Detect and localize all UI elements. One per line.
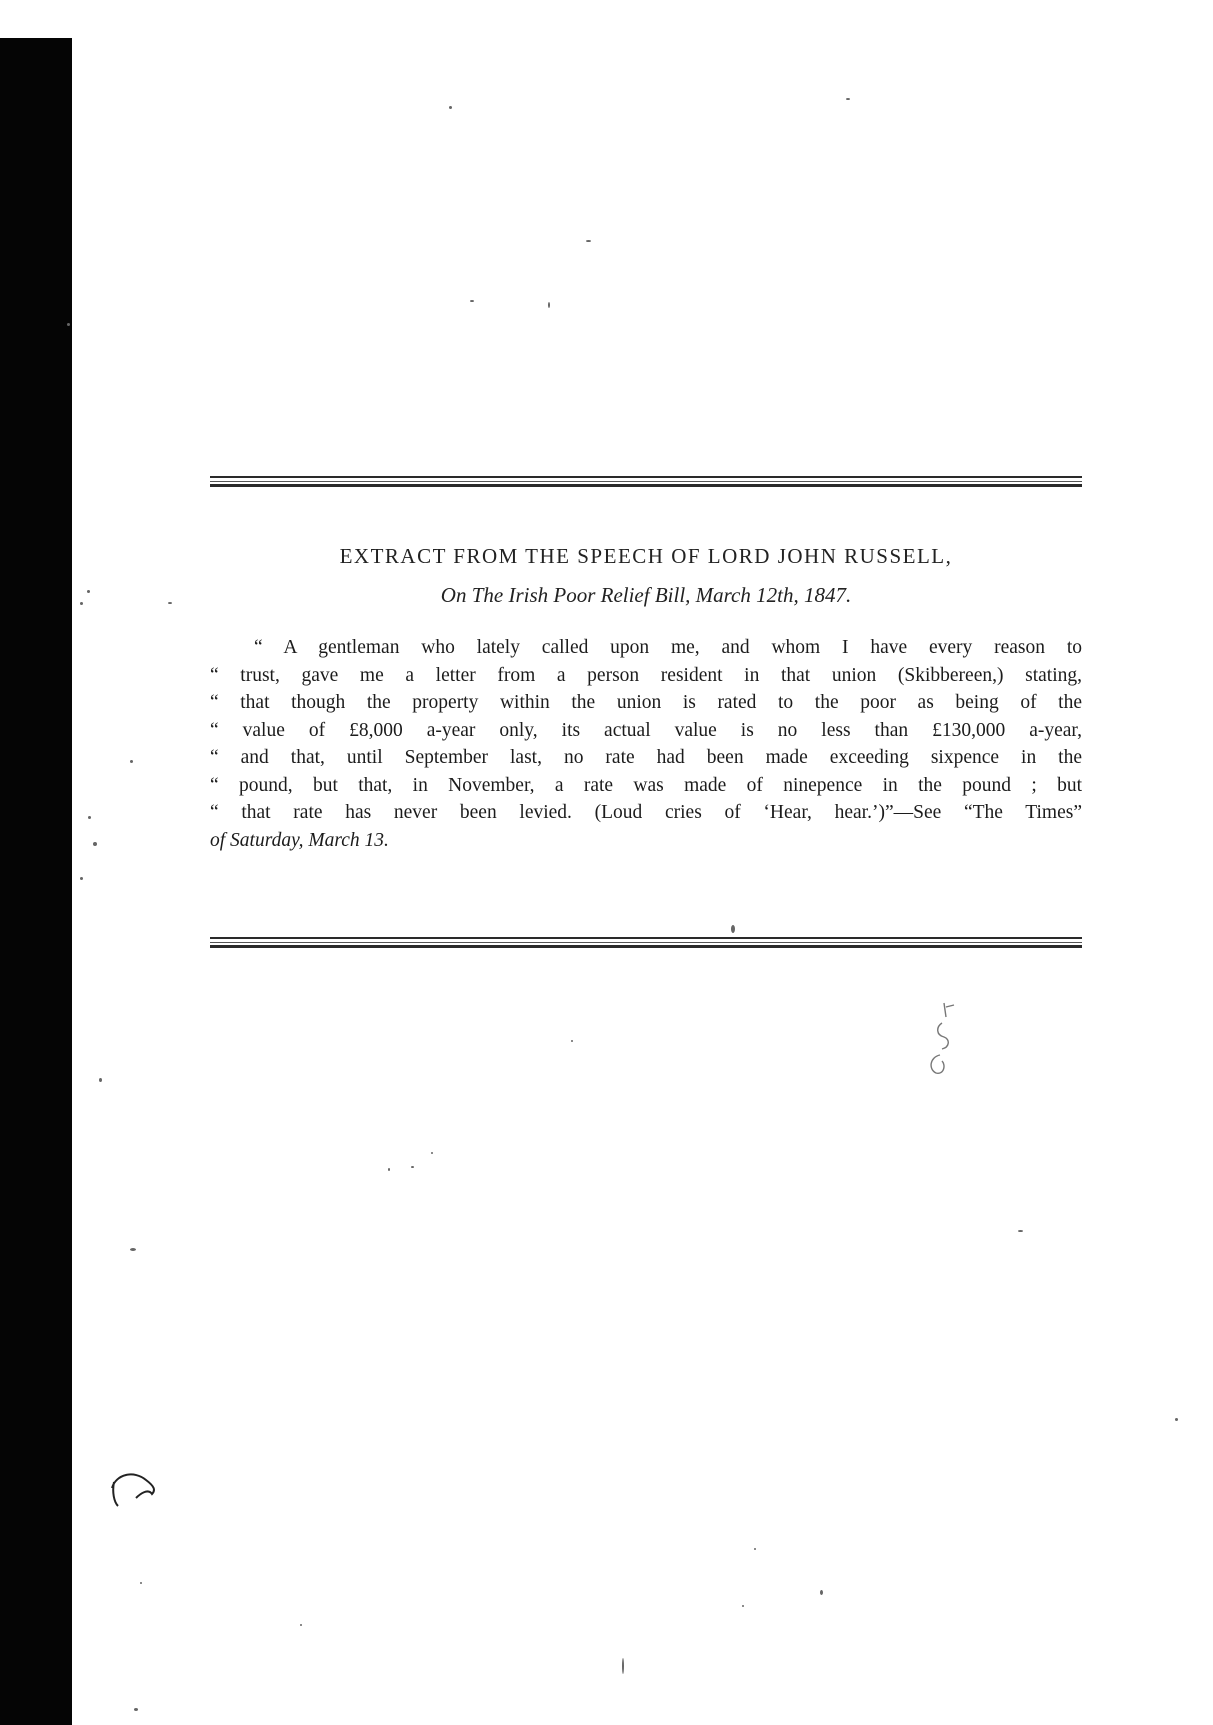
document-subheading: On The Irish Poor Relief Bill, March 12th, 1847. [440, 583, 852, 607]
quote-line: “ that rate has never been levied. (Loud cries of ‘Hear, hear.’)”—See “The Times” [210, 802, 1082, 823]
document-heading: EXTRACT FROM THE SPEECH OF LORD JOHN RUSSELL, [339, 544, 953, 568]
quote-line: “ and that, until September last, no rate had been made exceeding sixpence in the [210, 747, 1082, 768]
citation-line: of Saturday, March 13. [210, 829, 389, 851]
pencil-mark [922, 995, 962, 1085]
top-double-rule [210, 476, 1082, 488]
quote-line: “ value of £8,000 a-year only, its actual value is no less than £130,000 a-year, [210, 719, 1082, 741]
quote-line: “ trust, gave me a letter from a person resident in that union (Skibbereen,) stating, [210, 664, 1082, 686]
quote-line: “ A gentleman who lately called upon me, and whom I have every reason to [254, 637, 1082, 658]
binding-edge [0, 38, 72, 1725]
speech-quote [210, 634, 1082, 854]
quote-line: “ that though the property within the union is rated to the poor as being of the [210, 692, 1082, 713]
ink-mark [106, 1458, 166, 1518]
quote-line: “ pound, but that, in November, a rate was made of ninepence in the pound ; but [210, 774, 1082, 796]
bottom-double-rule [210, 937, 1082, 949]
